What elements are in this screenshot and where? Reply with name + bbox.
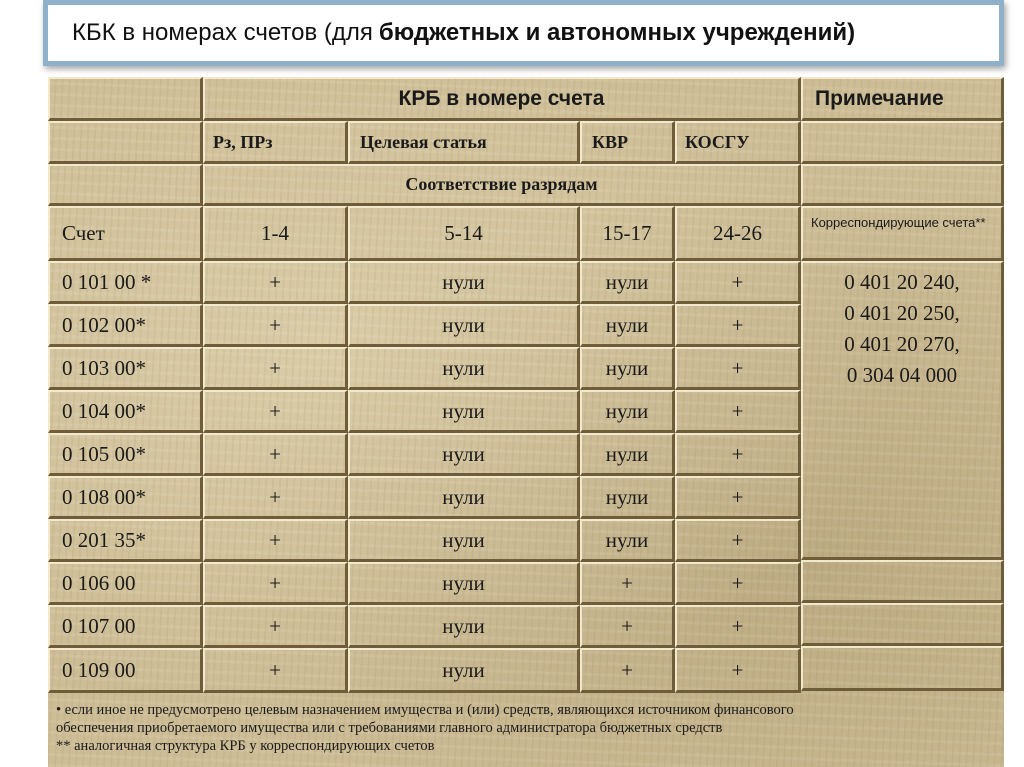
- rz-value-cell: +: [203, 304, 348, 347]
- target-value-cell: нули: [348, 605, 580, 648]
- note-header: Примечание: [801, 77, 1004, 121]
- account-cell: 0 201 35*: [48, 519, 203, 562]
- rz-value-cell: +: [203, 347, 348, 390]
- account-header: Счет: [48, 206, 203, 261]
- empty-header-cell: [48, 121, 203, 164]
- target-value-cell: нули: [348, 519, 580, 562]
- corr-account: 0 304 04 000: [846, 363, 958, 387]
- kosgu-header: КОСГУ: [675, 121, 801, 164]
- target-value-cell: нули: [348, 433, 580, 476]
- kvr-value-cell: +: [580, 562, 675, 605]
- empty-header-cell: [801, 164, 1004, 206]
- rz-value-cell: +: [203, 519, 348, 562]
- target-value-cell: нули: [348, 347, 580, 390]
- footnote-2: обеспечения приобретаемого имущества или с требованиями главного администратора бюджетных средств: [56, 720, 723, 736]
- target-value-cell: нули: [348, 261, 580, 304]
- title-normal-text: КБК в номерах счетов (для: [72, 19, 373, 46]
- kosgu-value-cell: +: [675, 562, 801, 605]
- kvr-value-cell: нули: [580, 390, 675, 433]
- kosgu-value-cell: +: [675, 605, 801, 648]
- krb-header: КРБ в номере счета: [203, 77, 801, 121]
- account-cell: 0 104 00*: [48, 390, 203, 433]
- empty-note-cell: [801, 603, 1004, 646]
- rz-value-cell: +: [203, 476, 348, 519]
- kvr-value-cell: нули: [580, 476, 675, 519]
- target-value-cell: нули: [348, 562, 580, 605]
- kosgu-value-cell: +: [675, 261, 801, 304]
- kvr-value-cell: +: [580, 605, 675, 648]
- rz-value-cell: +: [203, 562, 348, 605]
- title-bold-text: бюджетных и автономных учреждений): [378, 19, 856, 46]
- digits-5-14: 5-14: [348, 206, 580, 261]
- target-value-cell: нули: [348, 304, 580, 347]
- kosgu-value-cell: +: [675, 433, 801, 476]
- kvr-value-cell: нули: [580, 304, 675, 347]
- kvr-value-cell: нули: [580, 519, 675, 562]
- rz-value-cell: +: [203, 390, 348, 433]
- account-cell: 0 109 00: [48, 648, 203, 693]
- account-cell: 0 105 00*: [48, 433, 203, 476]
- kvr-header: КВР: [580, 121, 675, 164]
- footnotes: [48, 695, 1004, 767]
- account-cell: 0 106 00: [48, 562, 203, 605]
- corr-account: 0 401 20 250,: [844, 301, 960, 325]
- kosgu-value-cell: +: [675, 476, 801, 519]
- empty-header-cell: [801, 121, 1004, 164]
- account-cell: 0 101 00 *: [48, 261, 203, 304]
- rz-value-cell: +: [203, 605, 348, 648]
- kosgu-value-cell: +: [675, 347, 801, 390]
- slide-title: [43, 0, 1004, 66]
- rz-value-cell: +: [203, 261, 348, 304]
- rz-value-cell: +: [203, 648, 348, 693]
- empty-note-cell: [801, 560, 1004, 603]
- account-cell: 0 107 00: [48, 605, 203, 648]
- account-cell: 0 103 00*: [48, 347, 203, 390]
- rz-header: Рз, ПРз: [203, 121, 348, 164]
- digits-match-header: Соответствие разрядам: [203, 164, 801, 206]
- corr-account: 0 401 20 270,: [844, 332, 960, 356]
- empty-note-cell: [801, 646, 1004, 691]
- footnote-3: ** аналогичная структура КРБ у корреспондирующих счетов: [56, 738, 435, 754]
- kbk-table: [48, 77, 1004, 767]
- account-cell: 0 102 00*: [48, 304, 203, 347]
- digits-15-17: 15-17: [580, 206, 675, 261]
- kosgu-value-cell: +: [675, 304, 801, 347]
- kvr-value-cell: нули: [580, 261, 675, 304]
- kvr-value-cell: +: [580, 648, 675, 693]
- rz-value-cell: +: [203, 433, 348, 476]
- target-value-cell: нули: [348, 476, 580, 519]
- target-value-cell: нули: [348, 390, 580, 433]
- digits-24-26: 24-26: [675, 206, 801, 261]
- target-header: Целевая статья: [348, 121, 580, 164]
- kvr-value-cell: нули: [580, 433, 675, 476]
- corresponding-accounts-header: Корреспондирующие счета**: [801, 206, 1004, 261]
- kvr-value-cell: нули: [580, 347, 675, 390]
- digits-1-4: 1-4: [203, 206, 348, 261]
- empty-header-cell: [48, 164, 203, 206]
- kosgu-value-cell: +: [675, 648, 801, 693]
- empty-header-cell: [48, 77, 203, 121]
- corr-account: 0 401 20 240,: [844, 270, 960, 294]
- kosgu-value-cell: +: [675, 519, 801, 562]
- kosgu-value-cell: +: [675, 390, 801, 433]
- account-cell: 0 108 00*: [48, 476, 203, 519]
- corresponding-accounts-list: [801, 261, 1004, 560]
- target-value-cell: нули: [348, 648, 580, 693]
- footnote-1: • если иное не предусмотрено целевым назначением имущества и (или) средств, являющихся источником финансового: [56, 702, 794, 718]
